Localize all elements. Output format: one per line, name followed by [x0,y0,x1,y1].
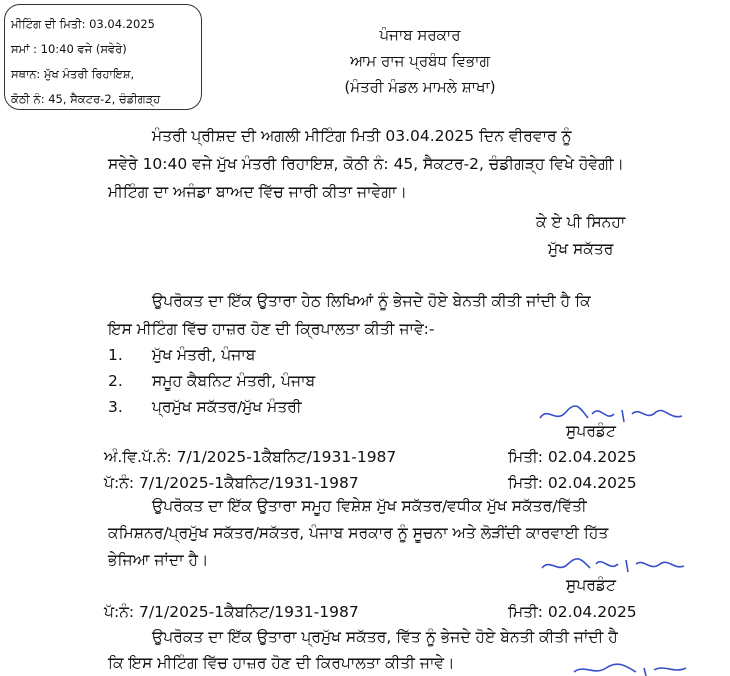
copy1-line-1: ਉਪਰੋਕਤ ਦਾ ਇੱਕ ਉਤਾਰਾ ਹੇਠ ਲਿਖਿਆਂ ਨੂੰ ਭੇਜਦੇ ਹੋਏ ਬੇਨਤੀ ਕੀਤੀ ਜਾਂਦੀ ਹੈ ਕਿ [152,292,591,310]
copy2-line-3: ਭੇਜਿਆ ਜਾਂਦਾ ਹੈ। [108,551,209,569]
header-department: ਆਮ ਰਾਜ ਪ੍ਰਬੰਧ ਵਿਭਾਗ [350,52,490,70]
list-item-number: 2. [108,372,123,390]
header-government: ਪੰਜਾਬ ਸਰਕਾਰ [379,26,461,44]
meeting-address: ਕੋਠੀ ਨੰ: 45, ਸੈਕਟਰ-2, ਚੰਡੀਗੜ੍ਹ [11,92,161,106]
list-item [108,372,315,391]
ref3-number: ਪੱ:ਨੰ: 7/1/2025-1ਕੈਬਨਿਟ/1931-1987 [104,603,359,621]
ref1-number: ਅੰ.ਵਿ.ਪੱ.ਨੰ: 7/1/2025-1ਕੈਬਨਿਟ/1931-1987 [104,448,397,466]
header-branch: (ਮੰਤਰੀ ਮੰਡਲ ਮਾਮਲੇ ਸ਼ਾਖਾ) [344,78,496,96]
list-item-number: 1. [108,346,123,364]
list-item-number: 3. [108,398,123,416]
signatory-name: ਕੇ ਏ ਪੀ ਸਿਨਹਾ [536,213,626,231]
list-item [108,346,255,365]
document-header [300,22,540,100]
copy1-line-2: ਇਸ ਮੀਟਿੰਗ ਵਿੱਚ ਹਾਜ਼ਰ ਹੋਣ ਦੀ ਕ੍ਰਿਪਾਲਤਾ ਕੀਤੀ ਜਾਵੇ:- [108,320,435,338]
ref1-date: ਮਿਤੀ: 02.04.2025 [508,448,637,466]
copy2-line-2: ਕਮਿਸ਼ਨਰ/ਪ੍ਰਮੁੱਖ ਸਕੱਤਰ/ਸਕੱਤਰ, ਪੰਜਾਬ ਸਰਕਾਰ ਨੂੰ ਸੂਚਨਾ ਅਤੇ ਲੋੜੀਂਦੀ ਕਾਰਵਾਈ ਹਿੱਤ [108,524,609,542]
signature-scribble-3 [570,660,690,676]
superintendent-label-2: ਸੁਪਰਡੰਟ [566,576,616,594]
ref3-date: ਮਿਤੀ: 02.04.2025 [508,603,637,621]
meeting-info-box [4,4,202,110]
list-item-text: ਮੁੱਖ ਮੰਤਰੀ, ਪੰਜਾਬ [152,346,256,364]
meeting-date: ਮੀਟਿੰਗ ਦੀ ਮਿਤੀ: 03.04.2025 [11,17,155,31]
copy2-line-1: ਉਪਰੋਕਤ ਦਾ ਇੱਕ ਉਤਾਰਾ ਸਮੂਹ ਵਿਸ਼ੇਸ਼ ਮੁੱਖ ਸਕੱਤਰ/ਵਧੀਕ ਮੁੱਖ ਸਕੱਤਰ/ਵਿੱਤੀ [152,497,587,515]
ref2-number: ਪੱ:ਨੰ: 7/1/2025-1ਕੈਬਨਿਟ/1931-1987 [104,474,359,492]
notice-line-1: ਮੰਤਰੀ ਪ੍ਰੀਸ਼ਦ ਦੀ ਅਗਲੀ ਮੀਟਿੰਗ ਮਿਤੀ 03.04.2025 ਦਿਨ ਵੀਰਵਾਰ ਨੂੰ [152,127,572,145]
meeting-place: ਸਥਾਨ: ਮੁੱਖ ਮੰਤਰੀ ਰਿਹਾਇਸ਼, [11,67,135,81]
copy3-line-2: ਕਿ ਇਸ ਮੀਟਿੰਗ ਵਿੱਚ ਹਾਜ਼ਰ ਹੋਣ ਦੀ ਕਿਰਪਾਲਤਾ ਕੀਤੀ ਜਾਵੇ। [108,654,455,672]
superintendent-label-1: ਸੁਪਰਡੰਟ [566,422,616,440]
notice-line-3: ਮੀਟਿੰਗ ਦਾ ਅਜੰਡਾ ਬਾਅਦ ਵਿੱਚ ਜਾਰੀ ਕੀਤਾ ਜਾਵੇਗਾ। [108,183,407,201]
list-item-text: ਪ੍ਰਮੁੱਖ ਸਕੱਤਰ/ਮੁੱਖ ਮੰਤਰੀ [152,398,302,416]
signatory-designation: ਮੁੱਖ ਸਕੱਤਰ [548,240,614,258]
meeting-time: ਸਮਾਂ : 10:40 ਵਜੇ (ਸਵੇਰੇ) [11,42,127,56]
ref2-date: ਮਿਤੀ: 02.04.2025 [508,474,637,492]
list-item [108,398,302,417]
copy3-line-1: ਉਪਰੋਕਤ ਦਾ ਇੱਕ ਉਤਾਰਾ ਪ੍ਰਮੁੱਖ ਸਕੱਤਰ, ਵਿੱਤ ਨੂੰ ਭੇਜਦੇ ਹੋਏ ਬੇਨਤੀ ਕੀਤੀ ਜਾਂਦੀ ਹੈ [152,628,618,646]
list-item-text: ਸਮੂਹ ਕੈਬਨਿਟ ਮੰਤਰੀ, ਪੰਜਾਬ [152,372,316,390]
notice-line-2: ਸਵੇਰੇ 10:40 ਵਜੇ ਮੁੱਖ ਮੰਤਰੀ ਰਿਹਾਇਸ਼, ਕੋਠੀ ਨੰ: 45, ਸੈਕਟਰ-2, ਚੰਡੀਗੜ੍ਹ ਵਿਖੇ ਹੋਵੇਗੀ। [108,155,625,173]
